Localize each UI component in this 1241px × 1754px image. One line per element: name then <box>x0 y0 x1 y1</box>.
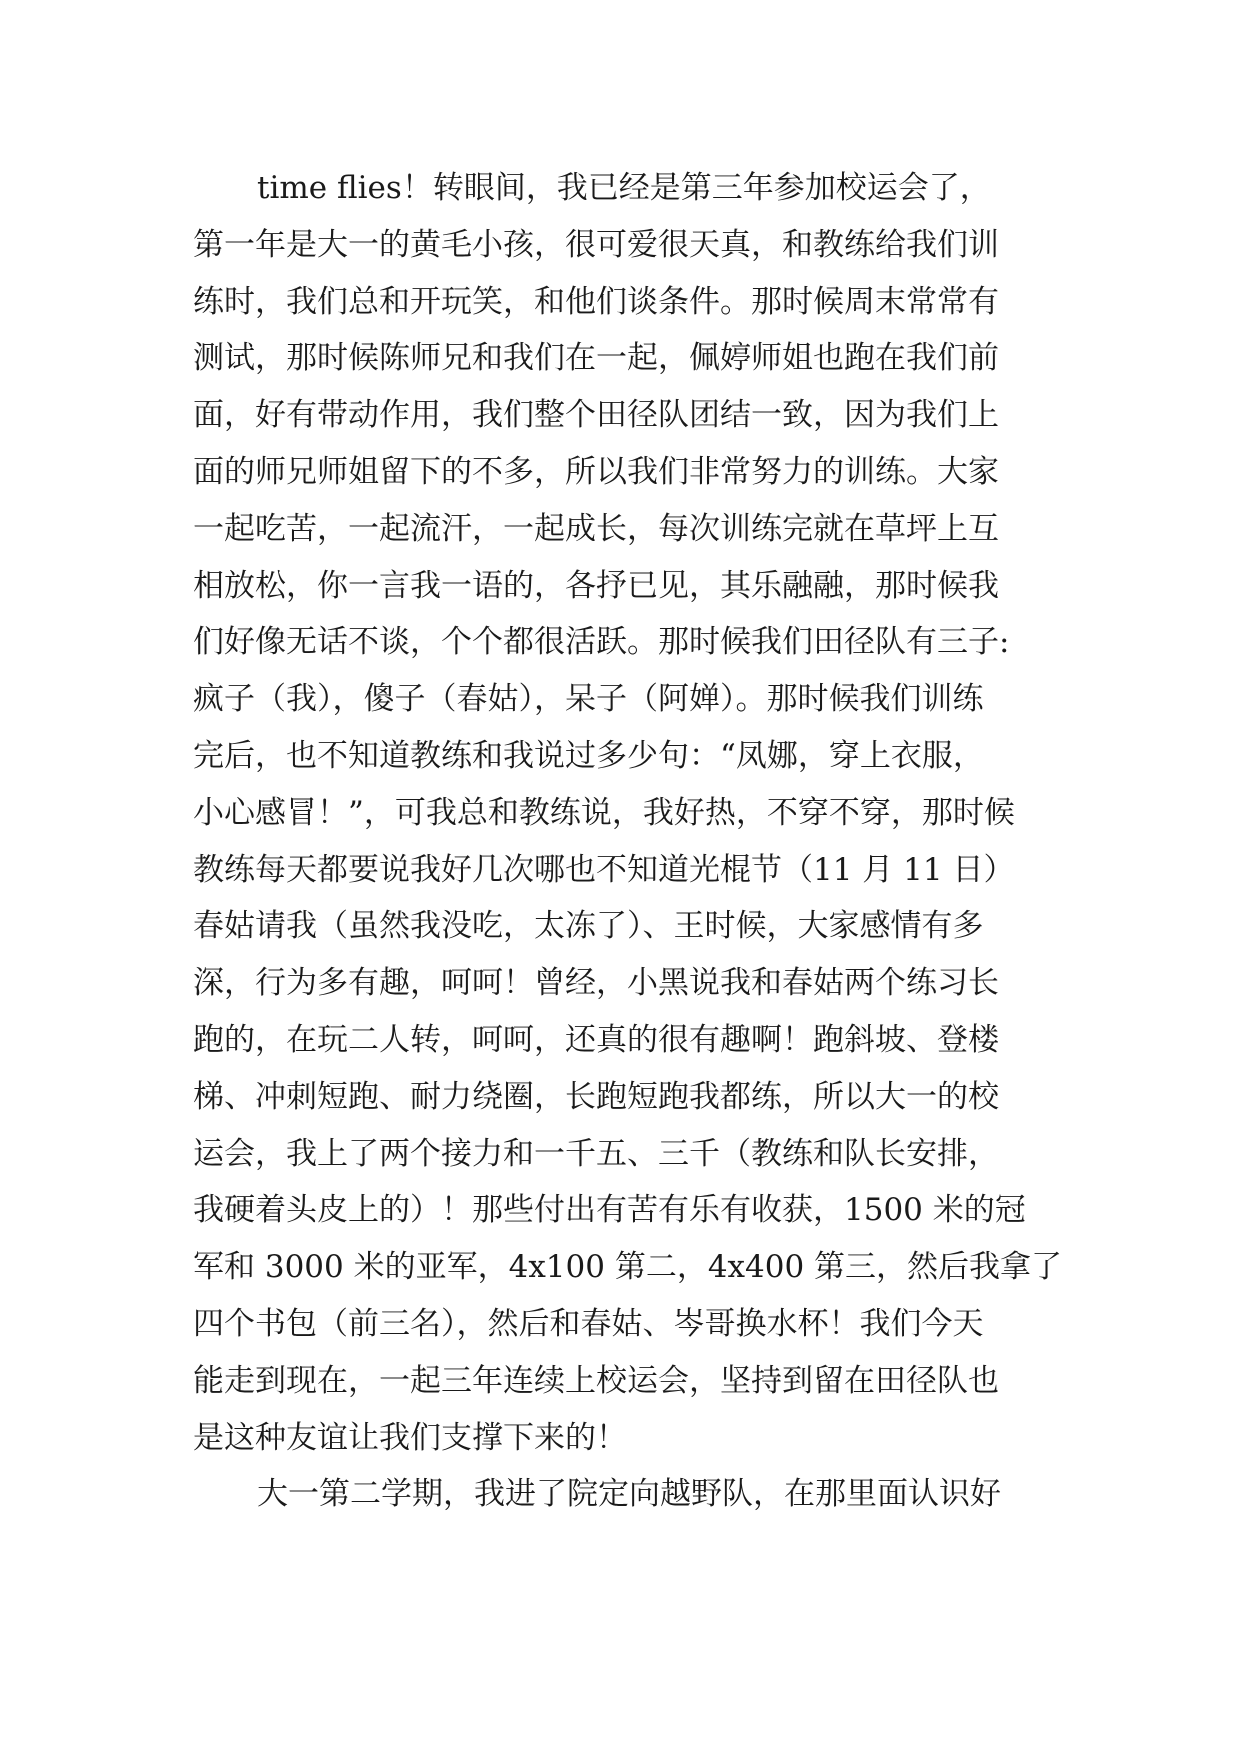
text-line: 面的师兄师姐留下的不多，所以我们非常努力的训练。大家 <box>193 453 999 490</box>
text-line: 练时，我们总和开玩笑，和他们谈条件。那时候周末常常有 <box>193 283 999 320</box>
text-line: 第一年是大一的黄毛小孩，很可爱很天真，和教练给我们训 <box>193 226 999 263</box>
text-line: 疯子（我），傻子（春姑），呆子（阿婵）。那时候我们训练 <box>193 681 984 718</box>
text-line: 四个书包（前三名），然后和春姑、岑哥换水杯！我们今天 <box>193 1305 984 1342</box>
text-line: 深，行为多有趣，呵呵！曾经，小黑说我和春姑两个练习长 <box>193 965 999 1002</box>
text-line: 教练每天都要说我好几次哪也不知道光棍节（11 月 11 日） <box>193 851 1015 888</box>
text-line: 梯、冲刺短跑、耐力绕圈，长跑短跑我都练，所以大一的校 <box>193 1078 999 1115</box>
text-line: 一起吃苦，一起流汗，一起成长，每次训练完就在草坪上互 <box>193 510 999 547</box>
text-line: 测试，那时候陈师兄和我们在一起，佩婷师姐也跑在我们前 <box>193 340 999 377</box>
text-line: 们好像无话不谈，个个都很活跃。那时候我们田径队有三子: <box>193 624 1010 661</box>
text-line: 跑的，在玩二人转，呵呵，还真的很有趣啊！跑斜坡、登楼 <box>193 1021 999 1058</box>
body-text <box>193 160 1063 1523</box>
text-line: 是这种友谊让我们支撑下来的！ <box>193 1419 627 1456</box>
text-line: time flies！转眼间，我已经是第三年参加校运会了， <box>257 170 991 206</box>
text-line: 春姑请我（虽然我没吃，太冻了）、王时候，大家感情有多 <box>193 908 984 945</box>
text-line: 相放松，你一言我一语的，各抒已见，其乐融融，那时候我 <box>193 567 999 604</box>
text-line: 能走到现在，一起三年连续上校运会，坚持到留在田径队也 <box>193 1362 999 1399</box>
text-line: 军和 3000 米的亚军，4x100 第二，4x400 第三，然后我拿了 <box>193 1249 1063 1286</box>
text-line: 完后，也不知道教练和我说过多少句：“凤娜，穿上衣服， <box>193 737 984 774</box>
text-line: 小心感冒！”，可我总和教练说，我好热，不穿不穿，那时候 <box>193 794 1015 831</box>
text-line: 运会，我上了两个接力和一千五、三千（教练和队长安排， <box>193 1135 999 1172</box>
text-line: 大一第二学期，我进了院定向越野队，在那里面认识好 <box>257 1476 1001 1513</box>
text-line: 我硬着头皮上的）！那些付出有苦有乐有收获，1500 米的冠 <box>193 1192 1026 1229</box>
text-line: 面，好有带动作用，我们整个田径队团结一致，因为我们上 <box>193 397 999 434</box>
